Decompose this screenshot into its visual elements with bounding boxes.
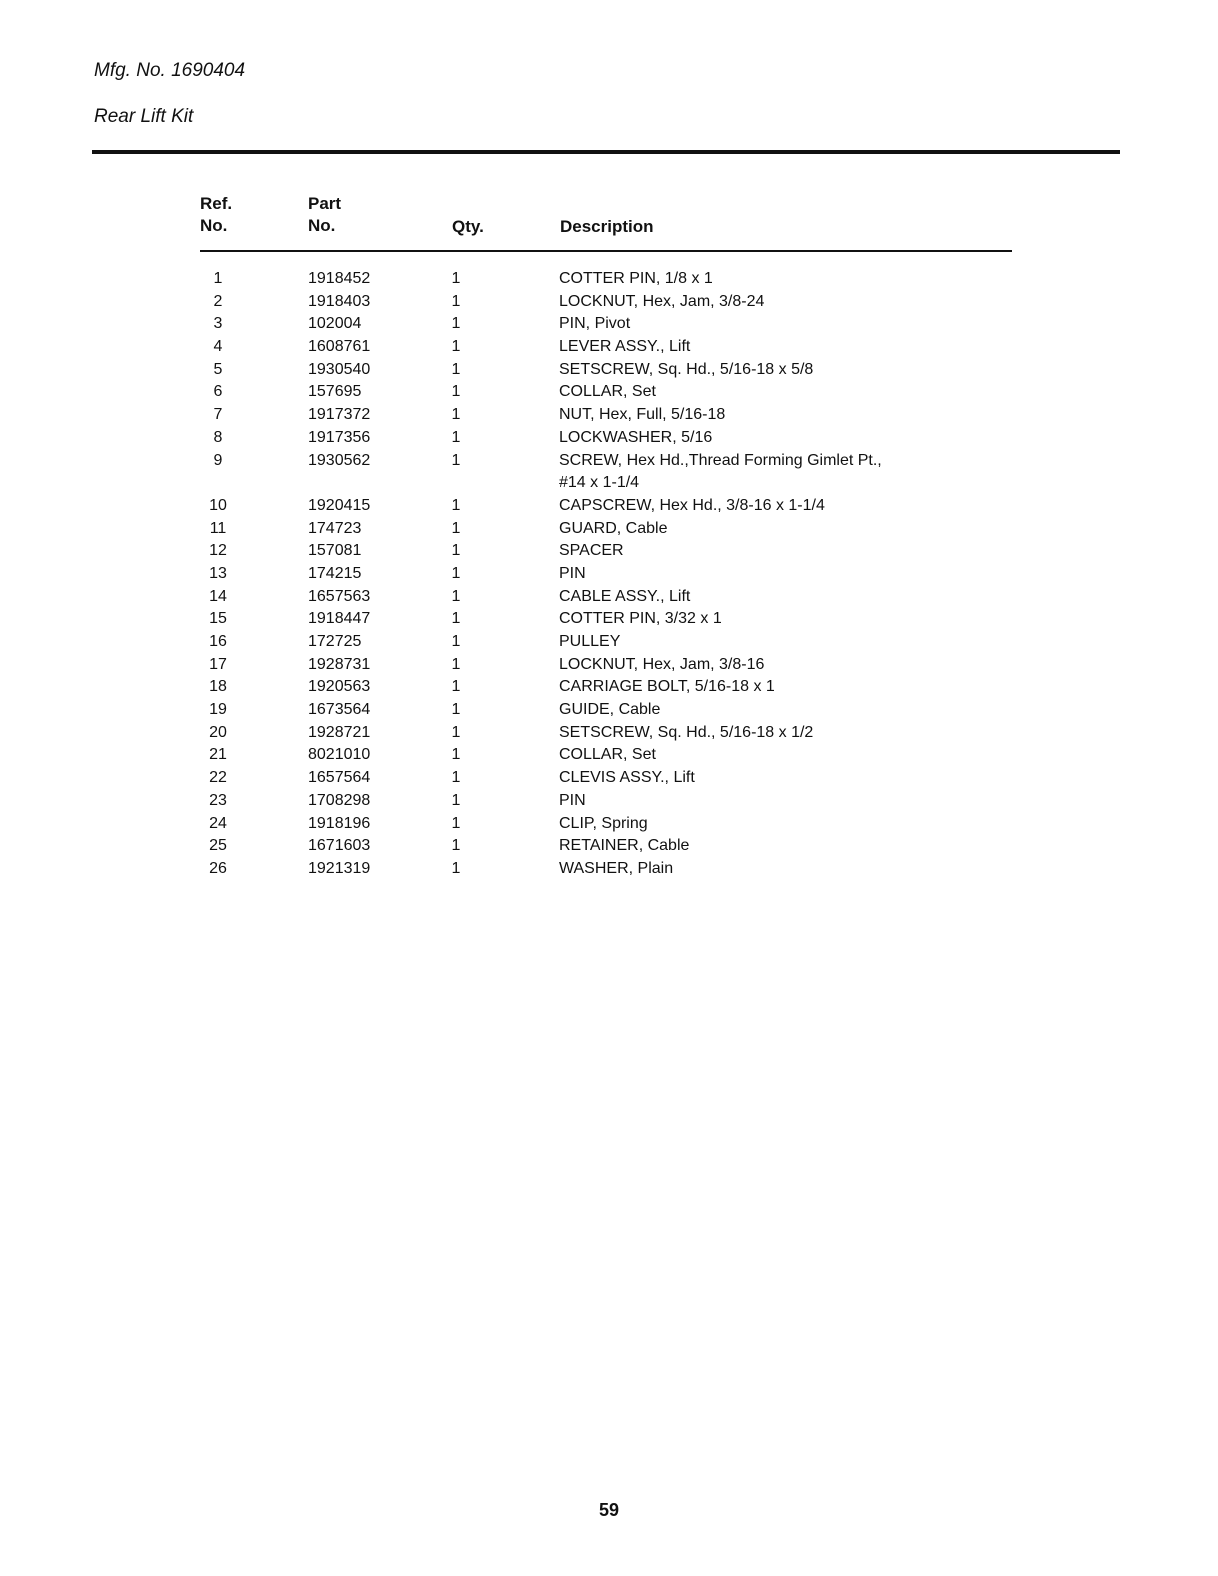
qty-cell: 1 — [451, 587, 461, 605]
part-number-cell: 1921319 — [308, 859, 371, 877]
description-cell: SPACER — [559, 542, 624, 560]
ref-cell: 17 — [209, 655, 227, 673]
part-number-cell: 174215 — [308, 564, 362, 582]
qty-cell: 1 — [451, 315, 461, 333]
description-cell: SETSCREW, Sq. Hd., 5/16-18 x 5/8 — [559, 360, 814, 378]
table-row — [0, 654, 1218, 677]
description-cell: RETAINER, Cable — [559, 837, 690, 855]
qty-cell: 1 — [451, 542, 461, 560]
ref-cell: 21 — [209, 746, 227, 764]
description-cell: LEVER ASSY., Lift — [559, 338, 691, 356]
description-cell: NUT, Hex, Full, 5/16-18 — [559, 406, 726, 424]
ref-cell: 2 — [213, 292, 223, 310]
part-number-cell: 102004 — [308, 315, 362, 333]
table-row — [0, 450, 1218, 495]
part-number-cell: 1708298 — [308, 791, 371, 809]
ref-cell: 7 — [213, 406, 223, 424]
table-row — [0, 676, 1218, 699]
qty-cell: 1 — [451, 292, 461, 310]
table-row — [0, 608, 1218, 631]
qty-cell: 1 — [451, 496, 461, 514]
part-number-cell: 1917372 — [308, 406, 371, 424]
ref-cell: 10 — [209, 496, 227, 514]
table-row — [0, 722, 1218, 745]
column-header-part-line1: Part — [308, 194, 342, 213]
kit-title: Rear Lift Kit — [94, 106, 194, 127]
ref-cell: 18 — [209, 678, 227, 696]
table-row — [0, 699, 1218, 722]
description-cell: WASHER, Plain — [559, 859, 674, 877]
column-header-ref-line1: Ref. — [200, 194, 233, 213]
qty-cell: 1 — [451, 338, 461, 356]
part-number-cell: 1920415 — [308, 496, 371, 514]
description-cell: COLLAR, Set — [559, 383, 656, 401]
ref-cell: 8 — [213, 428, 223, 446]
table-row — [0, 495, 1218, 518]
description-cell: GUIDE, Cable — [559, 701, 661, 719]
column-header-part-no — [308, 193, 341, 237]
part-number-cell: 1608761 — [308, 338, 371, 356]
table-row — [0, 813, 1218, 836]
ref-cell: 11 — [209, 519, 227, 537]
description-cell: CARRIAGE BOLT, 5/16-18 x 1 — [559, 678, 775, 696]
ref-cell: 16 — [209, 633, 227, 651]
ref-cell: 12 — [209, 542, 227, 560]
table-row — [0, 631, 1218, 654]
qty-cell: 1 — [451, 564, 461, 582]
description-cell: PULLEY — [559, 633, 621, 651]
table-row — [0, 291, 1218, 314]
table-row — [0, 790, 1218, 813]
description-cell: LOCKNUT, Hex, Jam, 3/8-16 — [559, 655, 765, 673]
ref-cell: 19 — [209, 701, 227, 719]
table-row — [0, 381, 1218, 404]
table-row — [0, 744, 1218, 767]
part-number-cell: 1673564 — [308, 701, 371, 719]
qty-cell: 1 — [451, 769, 461, 787]
qty-cell: 1 — [451, 633, 461, 651]
table-row — [0, 586, 1218, 609]
qty-cell: 1 — [451, 678, 461, 696]
description-cell: CLEVIS ASSY., Lift — [559, 769, 695, 787]
description-cell: COTTER PIN, 1/8 x 1 — [559, 270, 713, 287]
qty-cell: 1 — [451, 406, 461, 424]
part-number-cell: 157081 — [308, 542, 362, 560]
table-row — [0, 540, 1218, 563]
part-number-cell: 174723 — [308, 519, 362, 537]
column-header-part-line2: No. — [308, 216, 336, 235]
part-number-cell: 1918196 — [308, 814, 371, 832]
mfg-number: Mfg. No. 1690404 — [94, 60, 246, 81]
part-number-cell: 1917356 — [308, 428, 371, 446]
qty-cell: 1 — [451, 428, 461, 446]
ref-cell: 5 — [213, 360, 223, 378]
table-row — [0, 359, 1218, 382]
part-number-cell: 157695 — [308, 383, 362, 401]
ref-cell: 4 — [213, 338, 223, 356]
part-number-cell: 1657564 — [308, 769, 371, 787]
description-cell: CABLE ASSY., Lift — [559, 587, 691, 605]
ref-cell: 14 — [209, 587, 227, 605]
qty-cell: 1 — [451, 837, 461, 855]
ref-cell: 15 — [209, 610, 227, 628]
table-row — [0, 336, 1218, 359]
column-header-description: Description — [560, 217, 654, 236]
table-row — [0, 563, 1218, 586]
part-number-cell: 172725 — [308, 633, 362, 651]
description-cell: CLIP, Spring — [559, 814, 648, 832]
description-cell: SCREW, Hex Hd.,Thread Forming Gimlet Pt., #14 x 1-1/4 — [559, 451, 882, 492]
part-number-cell: 1928721 — [308, 723, 371, 741]
part-number-cell: 1918452 — [308, 270, 371, 287]
description-cell: SETSCREW, Sq. Hd., 5/16-18 x 1/2 — [559, 723, 814, 741]
ref-cell: 3 — [213, 315, 223, 333]
description-cell: COLLAR, Set — [559, 746, 656, 764]
qty-cell: 1 — [451, 519, 461, 537]
part-number-cell: 1930562 — [308, 451, 371, 469]
description-cell: PIN, Pivot — [559, 315, 631, 333]
table-row — [0, 835, 1218, 858]
part-number-cell: 1918447 — [308, 610, 371, 628]
description-cell: CAPSCREW, Hex Hd., 3/8-16 x 1-1/4 — [559, 496, 825, 514]
table-header-divider — [200, 250, 1012, 252]
ref-cell: 13 — [209, 564, 227, 582]
description-cell: GUARD, Cable — [559, 519, 668, 537]
part-number-cell: 1930540 — [308, 360, 371, 378]
qty-cell: 1 — [451, 451, 461, 469]
ref-cell: 24 — [209, 814, 227, 832]
part-number-cell: 1928731 — [308, 655, 371, 673]
table-row — [0, 404, 1218, 427]
qty-cell: 1 — [451, 701, 461, 719]
qty-cell: 1 — [451, 814, 461, 832]
ref-cell: 20 — [209, 723, 227, 741]
description-cell: PIN — [559, 564, 586, 582]
qty-cell: 1 — [451, 610, 461, 628]
page-number: 59 — [598, 1500, 620, 1520]
qty-cell: 1 — [451, 723, 461, 741]
qty-cell: 1 — [451, 859, 461, 877]
ref-cell: 25 — [209, 837, 227, 855]
description-cell: LOCKNUT, Hex, Jam, 3/8-24 — [559, 292, 765, 310]
ref-cell: 1 — [213, 270, 223, 287]
ref-cell: 22 — [209, 769, 227, 787]
description-cell: PIN — [559, 791, 586, 809]
table-row — [0, 313, 1218, 336]
table-row — [0, 268, 1218, 291]
qty-cell: 1 — [451, 746, 461, 764]
description-cell: COTTER PIN, 3/32 x 1 — [559, 610, 722, 628]
qty-cell: 1 — [451, 655, 461, 673]
table-row — [0, 767, 1218, 790]
column-header-qty: Qty. — [452, 217, 484, 236]
column-header-ref-line2: No. — [200, 216, 228, 235]
part-number-cell: 1918403 — [308, 292, 371, 310]
ref-cell: 6 — [213, 383, 223, 401]
part-number-cell: 8021010 — [308, 746, 371, 764]
part-number-cell: 1920563 — [308, 678, 371, 696]
parts-table-body — [0, 268, 1218, 881]
description-cell: LOCKWASHER, 5/16 — [559, 428, 713, 446]
part-number-cell: 1657563 — [308, 587, 371, 605]
ref-cell: 26 — [209, 859, 227, 877]
table-row — [0, 427, 1218, 450]
ref-cell: 9 — [213, 451, 223, 469]
table-row — [0, 858, 1218, 881]
qty-cell: 1 — [451, 791, 461, 809]
table-row — [0, 518, 1218, 541]
qty-cell: 1 — [451, 270, 461, 287]
qty-cell: 1 — [451, 383, 461, 401]
qty-cell: 1 — [451, 360, 461, 378]
header-divider — [92, 150, 1120, 154]
column-header-ref-no — [200, 193, 232, 237]
ref-cell: 23 — [209, 791, 227, 809]
part-number-cell: 1671603 — [308, 837, 371, 855]
